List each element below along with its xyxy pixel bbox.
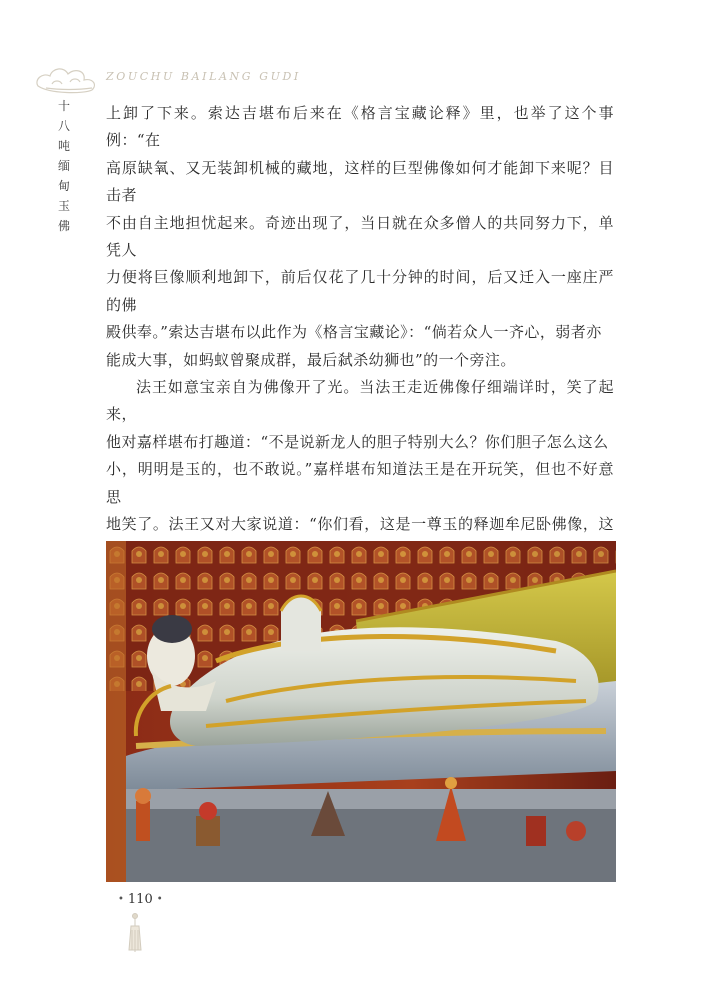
side-title-char: 八 (57, 119, 70, 133)
side-title-char: 甸 (57, 179, 70, 193)
page-number-group (118, 892, 163, 907)
text-line: 他对嘉样堪布打趣道：“不是说新龙人的胆子特别大么？你们胆子怎么这么 (106, 432, 609, 451)
side-title-char: 吨 (57, 139, 70, 153)
running-head: ZOUCHU BAILANG GUDI (106, 70, 301, 83)
page-number-dot-left: • (118, 894, 124, 905)
text-line: 小，明明是玉的，也不敢说。”嘉样堪布知道法王是在开玩笑，但也不好意思 (106, 460, 614, 506)
page-number-dot-right: • (156, 894, 163, 905)
reclining-buddha-image (106, 541, 616, 882)
text-line: 法王如意宝亲自为佛像开了光。当法王走近佛像仔细端详时，笑了起来， (106, 378, 614, 424)
text-line: 上卸了下来。索达吉堪布后来在《格言宝藏论释》里，也举了这个事例：“在 (106, 104, 614, 150)
side-title-char: 缅 (57, 159, 70, 173)
cloud-ornament-icon (30, 62, 110, 98)
text-line: 高原缺氧、又无装卸机械的藏地，这样的巨型佛像如何才能卸下来呢？目击者 (106, 158, 614, 205)
text-line: 不由自主地担忧起来。奇迹出现了，当日就在众多僧人的共同努力下，单凭人 (106, 213, 614, 260)
page-number: 110 (127, 892, 153, 907)
side-title (54, 100, 74, 240)
side-title-char: 佛 (57, 219, 70, 233)
text-line: 力便将巨像顺利地卸下，前后仅花了几十分钟的时间，后又迁入一座庄严的佛 (106, 268, 614, 314)
text-line: 殿供奉。”索达吉堪布以此作为《格言宝藏论》：“倘若众人一齐心，弱者亦 (106, 323, 602, 342)
side-title-char: 十 (57, 99, 70, 113)
tassel-icon (125, 912, 145, 956)
reclining-buddha-photo (106, 541, 616, 882)
text-line: 地笑了。法王又对大家说道：“你们看，这是一尊玉的释迦牟尼卧佛像，这 (106, 515, 614, 534)
text-line: 能成大事，如蚂蚁曾聚成群，最后弑杀幼狮也”的一个旁注。 (106, 350, 516, 369)
side-title-char: 玉 (57, 199, 70, 213)
